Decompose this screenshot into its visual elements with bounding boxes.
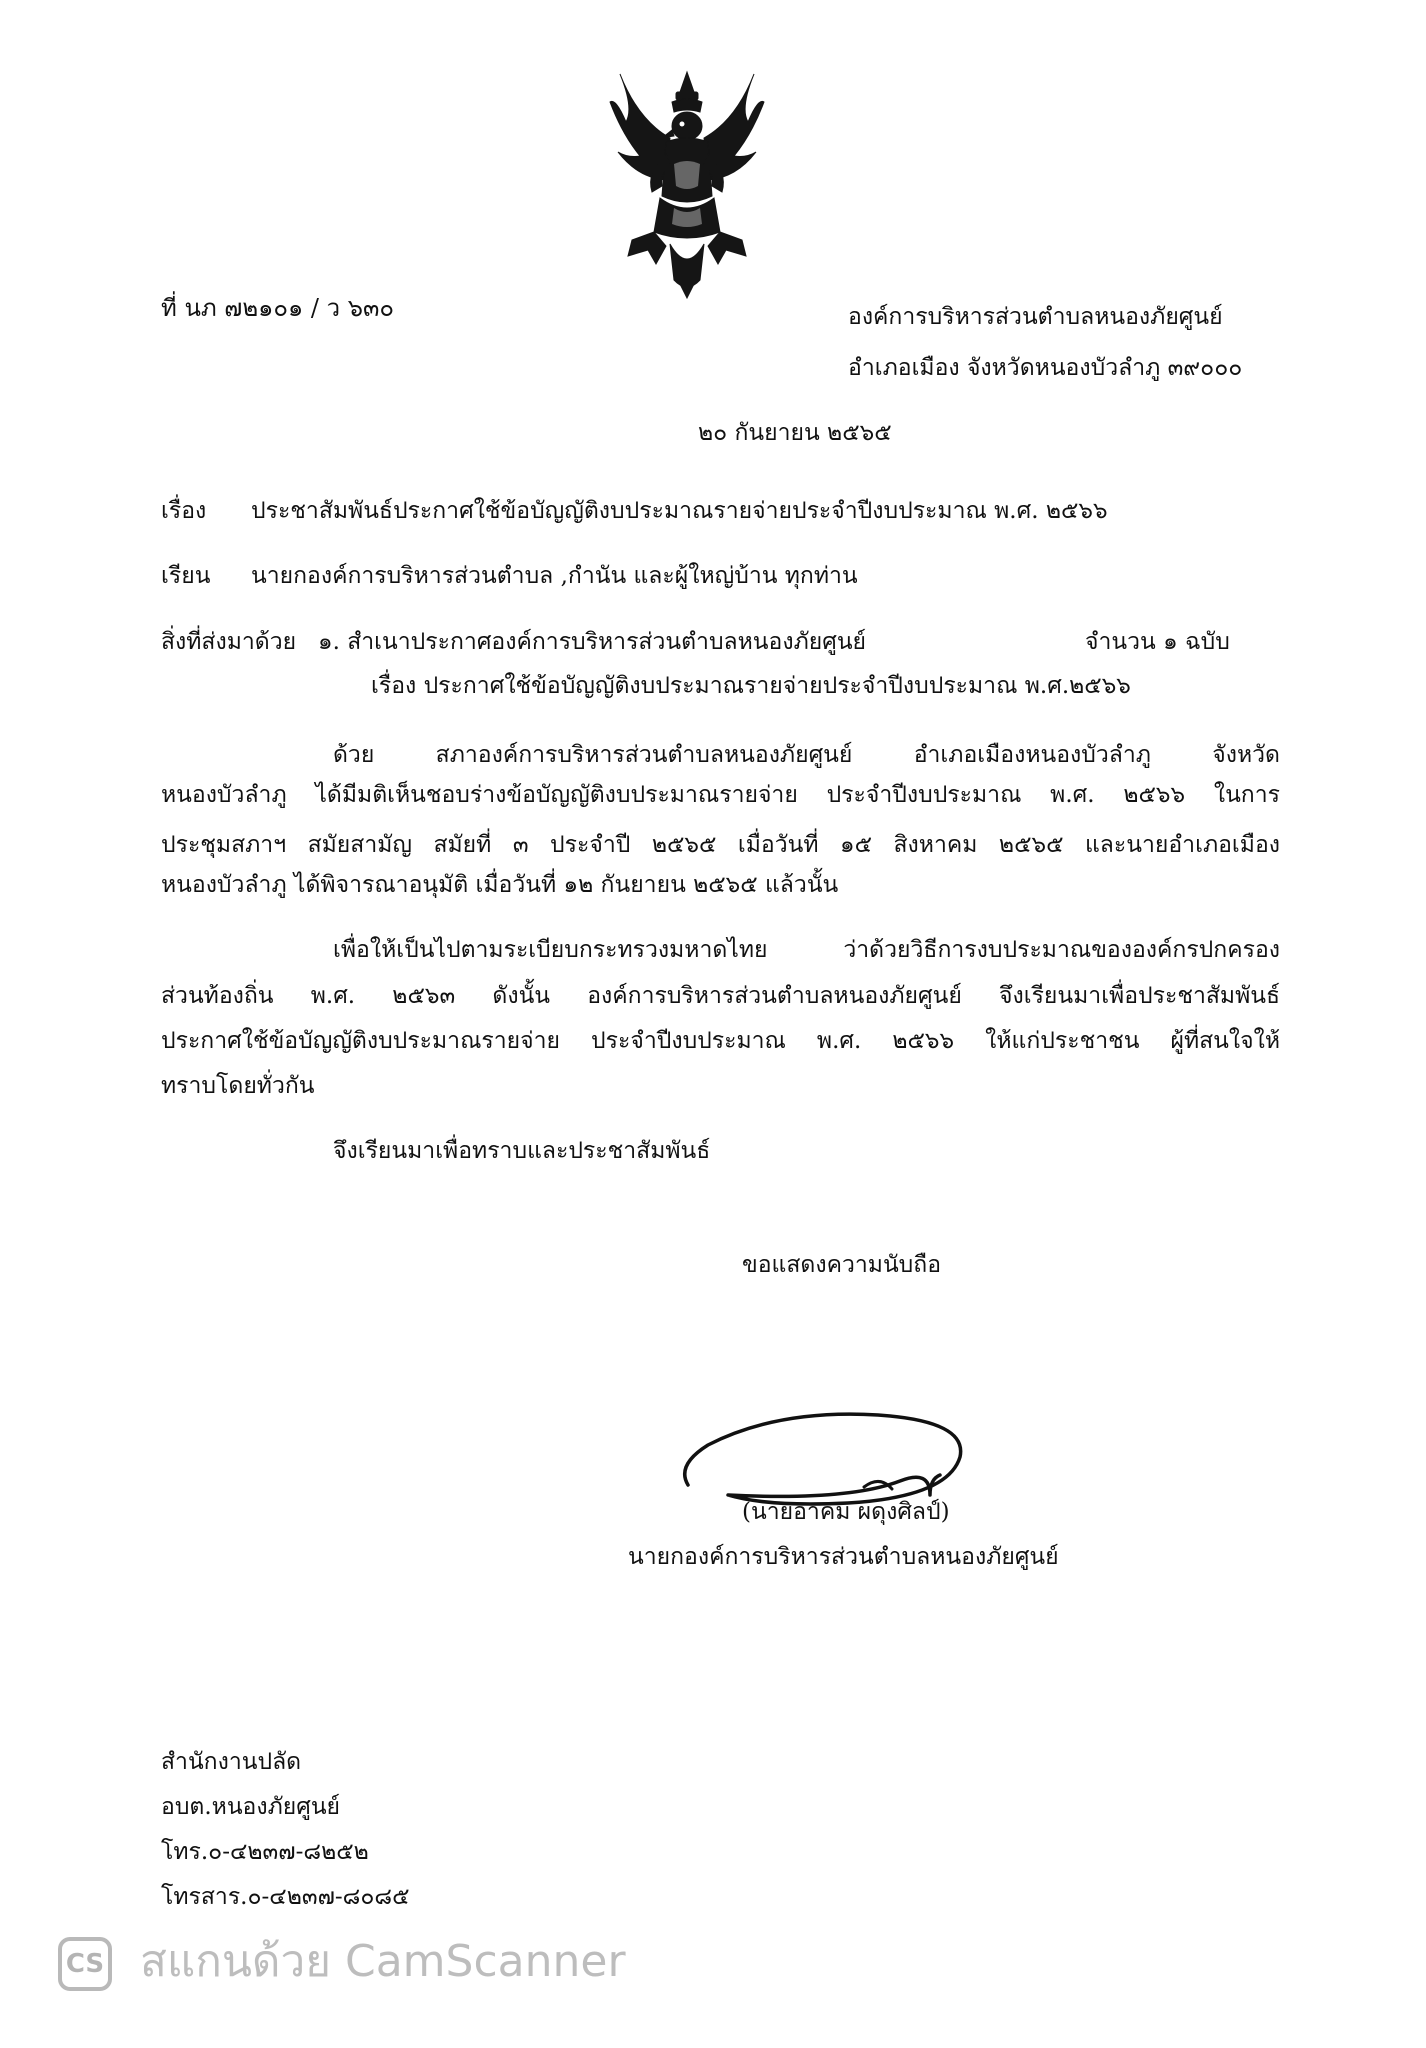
signer-name: (นายอาคม ผดุงศิลป์) bbox=[742, 1499, 950, 1525]
phone-number: โทร.๐-๔๒๓๗-๘๒๕๒ bbox=[161, 1839, 369, 1865]
closing-paragraph: จึงเรียนมาเพื่อทราบและประชาสัมพันธ์ bbox=[333, 1138, 711, 1164]
recipient-label: เรียน bbox=[161, 563, 211, 589]
subject-label: เรื่อง bbox=[161, 498, 207, 524]
paragraph-2-line-4: ทราบโดยทั่วกัน bbox=[161, 1073, 315, 1099]
enclosure-item: ๑. สำเนาประกาศองค์การบริหารส่วนตำบลหนองภัยศูนย์ bbox=[318, 629, 867, 655]
organization-short-name: อบต.หนองภัยศูนย์ bbox=[161, 1794, 341, 1820]
reference-number: ที่ นภ ๗๒๑๐๑ / ว ๖๓๐ bbox=[161, 294, 395, 322]
paragraph-1-line-1: ด้วย สภาองค์การบริหารส่วนตำบลหนองภัยศูนย์ อำเภอเมืองหนองบัวลำภู จังหวัด bbox=[333, 742, 1280, 768]
enclosure-quantity: จำนวน ๑ ฉบับ bbox=[1085, 629, 1230, 655]
subject-text: ประชาสัมพันธ์ประกาศใช้ข้อบัญญัติงบประมาณรายจ่ายประจำปีงบประมาณ พ.ศ. ๒๕๖๖ bbox=[251, 498, 1108, 524]
organization-name: องค์การบริหารส่วนตำบลหนองภัยศูนย์ bbox=[848, 304, 1223, 330]
paragraph-1-line-3: ประชุมสภาฯ สมัยสามัญ สมัยที่ ๓ ประจำปี ๒๕๖๕ เมื่อวันที่ ๑๕ สิงหาคม ๒๕๖๕ และนายอำเภอเมือง bbox=[161, 832, 1280, 858]
garuda-emblem-icon bbox=[604, 68, 770, 300]
enclosure-label: สิ่งที่ส่งมาด้วย bbox=[161, 629, 297, 655]
paragraph-2-line-3: ประกาศใช้ข้อบัญญัติงบประมาณรายจ่าย ประจำปีงบประมาณ พ.ศ. ๒๕๖๖ ให้แก่ประชาชน ผู้ที่สนใจให้ bbox=[161, 1028, 1280, 1054]
camscanner-watermark: สแกนด้วย CamScanner bbox=[140, 1936, 626, 1987]
paragraph-2-line-2: ส่วนท้องถิ่น พ.ศ. ๒๕๖๓ ดังนั้น องค์การบริหารส่วนตำบลหนองภัยศูนย์ จึงเรียนมาเพื่อประชาสัมพันธ์ bbox=[161, 983, 1280, 1009]
organization-address: อำเภอเมือง จังหวัดหนองบัวลำภู ๓๙๐๐๐ bbox=[848, 355, 1243, 381]
recipient-text: นายกองค์การบริหารส่วนตำบล ,กำนัน และผู้ใหญ่บ้าน ทุกท่าน bbox=[251, 563, 858, 589]
enclosure-subject: เรื่อง ประกาศใช้ข้อบัญญัติงบประมาณรายจ่ายประจำปีงบประมาณ พ.ศ.๒๕๖๖ bbox=[371, 673, 1131, 699]
paragraph-2-line-1: เพื่อให้เป็นไปตามระเบียบกระทรวงมหาดไทย ว่าด้วยวิธีการงบประมาณขององค์กรปกครอง bbox=[333, 937, 1280, 963]
fax-number: โทรสาร.๐-๔๒๓๗-๘๐๘๕ bbox=[161, 1884, 410, 1910]
letter-date: ๒๐ กันยายน ๒๕๖๕ bbox=[698, 420, 892, 446]
paragraph-1-line-4: หนองบัวลำภู ได้พิจารณาอนุมัติ เมื่อวันที่ ๑๒ กันยายน ๒๕๖๕ แล้วนั้น bbox=[161, 872, 839, 898]
office-name: สำนักงานปลัด bbox=[161, 1749, 302, 1775]
regards: ขอแสดงความนับถือ bbox=[742, 1252, 942, 1278]
paragraph-1-line-2: หนองบัวลำภู ได้มีมติเห็นชอบร่างข้อบัญญัติงบประมาณรายจ่าย ประจำปีงบประมาณ พ.ศ. ๒๕๖๖ ในการ bbox=[161, 782, 1280, 808]
camscanner-logo-icon: CS bbox=[58, 1937, 112, 1991]
signer-title: นายกองค์การบริหารส่วนตำบลหนองภัยศูนย์ bbox=[628, 1544, 1059, 1570]
